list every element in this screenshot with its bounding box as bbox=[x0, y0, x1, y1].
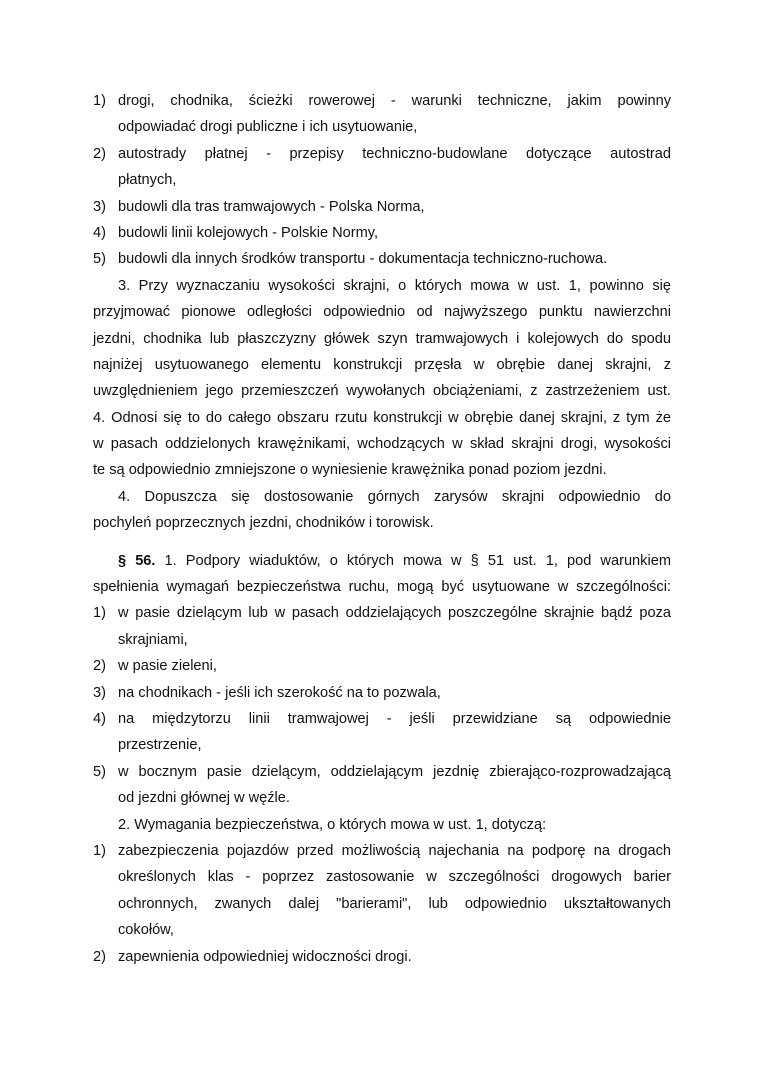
line-text: budowli linii kolejowych - Polskie Normy, bbox=[118, 224, 379, 241]
line-text: określonych klas - poprzez zastosowanie w szczególności drogowych barier bbox=[118, 869, 671, 886]
list-number: 3) bbox=[93, 684, 106, 701]
list-number: 5) bbox=[93, 251, 106, 268]
text-line bbox=[93, 114, 671, 140]
list-number: 2) bbox=[93, 948, 106, 965]
list-number: 1) bbox=[93, 842, 106, 859]
line-text: najniżej usytuowanego elementu konstrukcji przęsła w obrębie danej skrajni, z bbox=[93, 356, 671, 373]
line-text: 3. Przy wyznaczaniu wysokości skrajni, o których mowa w ust. 1, powinno się bbox=[118, 277, 671, 294]
line-text: na międzytorzu linii tramwajowej - jeśli przewidziane są odpowiednie bbox=[118, 710, 671, 727]
line-text: autostrady płatnej - przepisy techniczno-budowlane dotyczące autostrad bbox=[118, 145, 671, 162]
list-number: 3) bbox=[93, 198, 106, 215]
text-line bbox=[93, 785, 671, 811]
list-number: 1) bbox=[93, 605, 106, 622]
text-line bbox=[93, 484, 671, 510]
line-text: budowli dla tras tramwajowych - Polska Norma, bbox=[118, 198, 425, 215]
list-item-line bbox=[93, 141, 671, 167]
list-item-line bbox=[93, 759, 671, 785]
line-text: 1. Podpory wiaduktów, o których mowa w § 51 ust. 1, pod warunkiem bbox=[155, 552, 671, 569]
line-text: przyjmować pionowe odległości odpowiednio od najwyższego punktu nawierzchni bbox=[93, 304, 671, 321]
line-text: ochronnych, zwanych dalej "barierami", lub odpowiednio ukształtowanych bbox=[118, 895, 671, 912]
line-text: spełnienia wymagań bezpieczeństwa ruchu, mogą być usytuowane w szczególności: bbox=[93, 579, 671, 596]
line-text: przestrzenie, bbox=[118, 737, 202, 754]
line-text: w pasach oddzielonych krawężnikami, wchodzących w skład skrajni drogi, wysokości bbox=[93, 436, 671, 453]
line-text: w pasie zieleni, bbox=[118, 658, 217, 675]
text-line bbox=[93, 352, 671, 378]
line-text: 4. Odnosi się to do całego obszaru rzutu konstrukcji w obrębie danej skrajni, z tym że bbox=[93, 409, 671, 426]
text-line bbox=[93, 273, 671, 299]
line-text: skrajniami, bbox=[118, 631, 188, 648]
text-line bbox=[93, 510, 671, 536]
list-item-line bbox=[93, 944, 671, 970]
line-text: pochyleń poprzecznych jezdni, chodników i torowisk. bbox=[93, 515, 434, 532]
text-line bbox=[93, 299, 671, 325]
text-line bbox=[93, 917, 671, 943]
list-item-line bbox=[93, 838, 671, 864]
list-item-line bbox=[93, 600, 671, 626]
line-text: budowli dla innych środków transportu - dokumentacja techniczno-ruchowa. bbox=[118, 251, 608, 268]
line-text: płatnych, bbox=[118, 172, 177, 189]
section-number: § 56. bbox=[118, 552, 156, 569]
line-text: zapewnienia odpowiedniej widoczności drogi. bbox=[118, 948, 412, 965]
text-line bbox=[93, 627, 671, 653]
list-number: 2) bbox=[93, 145, 106, 162]
list-number: 4) bbox=[93, 710, 106, 727]
line-text: 4. Dopuszcza się dostosowanie górnych zarysów skrajni odpowiednio do bbox=[118, 488, 671, 505]
text-line bbox=[93, 548, 671, 574]
paragraph-gap bbox=[93, 537, 671, 548]
list-number: 2) bbox=[93, 658, 106, 675]
line-text: jezdni, chodnika lub płaszczyzny główek szyn tramwajowych i kolejowych do spodu bbox=[93, 330, 671, 347]
line-text: zabezpieczenia pojazdów przed możliwością najechania na podporę na drogach bbox=[118, 842, 671, 859]
list-item-line bbox=[93, 220, 671, 246]
line-text: na chodnikach - jeśli ich szerokość na to pozwala, bbox=[118, 684, 441, 701]
text-line bbox=[93, 326, 671, 352]
line-text: drogi, chodnika, ścieżki rowerowej - warunki techniczne, jakim powinny bbox=[118, 93, 671, 109]
text-line bbox=[93, 891, 671, 917]
line-text: odpowiadać drogi publiczne i ich usytuowanie, bbox=[118, 119, 418, 136]
line-text: od jezdni głównej w węźle. bbox=[118, 790, 290, 807]
line-text: 2. Wymagania bezpieczeństwa, o których mowa w ust. 1, dotyczą: bbox=[118, 816, 547, 833]
section-text bbox=[93, 548, 671, 574]
line-text: w bocznym pasie dzielącym, oddzielającym jezdnię zbierająco-rozprowadzającą bbox=[118, 763, 671, 780]
list-number: 1) bbox=[93, 93, 106, 109]
text-line bbox=[93, 864, 671, 890]
list-item-line bbox=[93, 680, 671, 706]
text-line bbox=[93, 732, 671, 758]
list-item-line bbox=[93, 88, 671, 114]
line-text: w pasie dzielącym lub w pasach oddzielających poszczególne skrajnie bądź poza bbox=[118, 605, 671, 622]
list-item-line bbox=[93, 194, 671, 220]
line-text: cokołów, bbox=[118, 922, 174, 939]
list-item-line bbox=[93, 653, 671, 679]
text-line bbox=[93, 431, 671, 457]
text-line bbox=[93, 457, 671, 483]
document-page bbox=[93, 88, 671, 970]
text-line bbox=[93, 405, 671, 431]
text-line bbox=[93, 574, 671, 600]
text-line bbox=[93, 167, 671, 193]
line-text: te są odpowiednio zmniejszone o wyniesienie krawężnika ponad poziom jezdni. bbox=[93, 462, 607, 479]
text-line bbox=[93, 378, 671, 404]
list-item-line bbox=[93, 246, 671, 272]
list-number: 4) bbox=[93, 224, 106, 241]
line-text: uwzględnieniem jego przemieszczeń wywołanych obciążeniami, z zastrzeżeniem ust. bbox=[93, 383, 671, 400]
list-number: 5) bbox=[93, 763, 106, 780]
text-line bbox=[93, 812, 671, 838]
list-item-line bbox=[93, 706, 671, 732]
